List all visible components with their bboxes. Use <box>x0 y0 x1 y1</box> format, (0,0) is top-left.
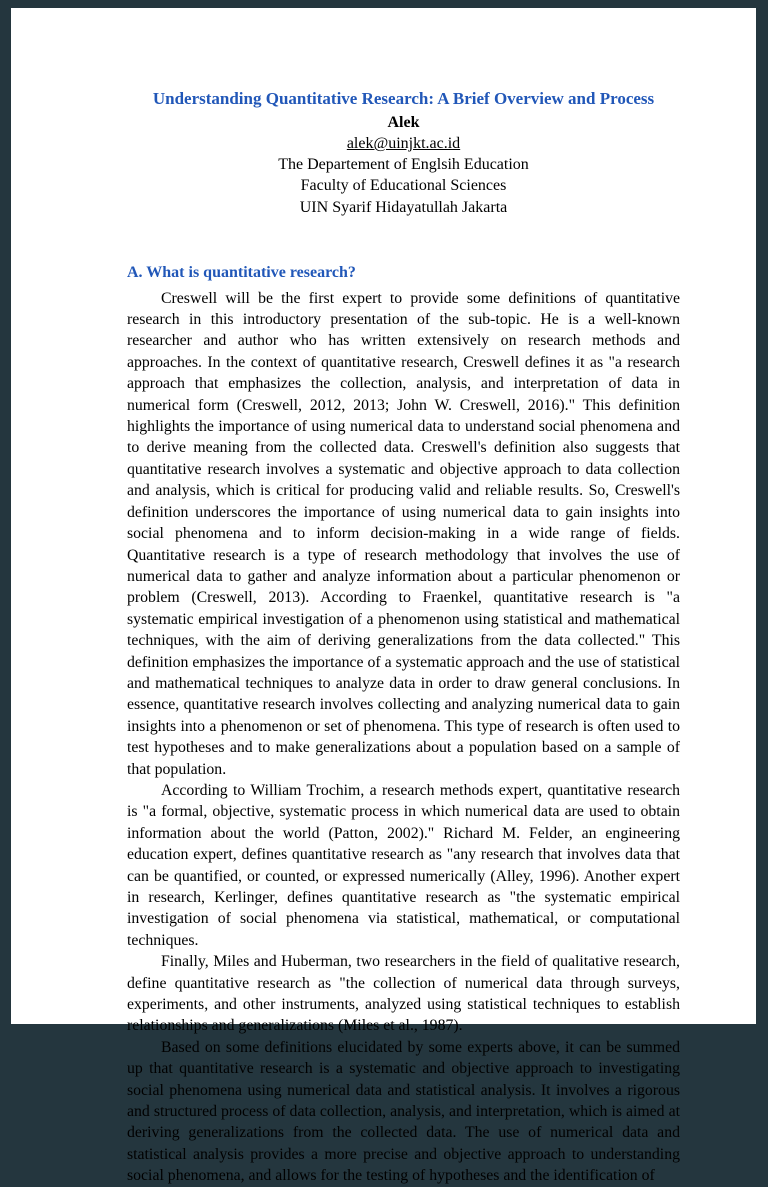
author-name: Alek <box>387 114 420 132</box>
section-heading: A. What is quantitative research? <box>127 263 356 281</box>
affiliation-faculty: Faculty of Educational Sciences <box>300 177 507 195</box>
document-title: Understanding Quantitative Research: A Brief Overview and Process <box>152 89 655 108</box>
body-text <box>127 288 680 1187</box>
front-matter <box>127 88 680 218</box>
affiliation-department: The Departement of Englsih Education <box>278 156 529 174</box>
document-page <box>11 8 756 1185</box>
author-email-link[interactable]: alek@uinjkt.ac.id <box>346 135 461 153</box>
author-email-row <box>127 133 680 154</box>
paragraph: Finally, Miles and Huberman, two researchers in the field of qualitative research, define quantitative research as "the collection of numerical data through surveys, experiments, and other instruments, analyzed using statistical techniques to establish relationships and generalizations (Miles et al., 1987). <box>127 953 680 1035</box>
affiliation-university: UIN Syarif Hidayatullah Jakarta <box>299 198 508 216</box>
paragraph: Creswell will be the first expert to provide some definitions of quantitative research in this introductory presentation of the sub-topic. He is a well-known researcher and author who has written extensively on research methods and approaches. In the context of quantitative research, Creswell defines it as "a research approach that emphasizes the collection, analysis, and interpretation of data in numerical form (Creswell, 2012, 2013; John W. Creswell, 2016)." This definition highlights the importance of using numerical data to understand social phenomena and to derive meaning from the collected data. Creswell's definition also suggests that quantitative research involves a systematic and objective approach to data collection and analysis, which is critical for producing valid and reliable results. So, Creswell's definition underscores the importance of using numerical data to gain insights into social phenomena and to inform decision-making in a wide range of fields. Quantitative research is a type of research methodology that involves the use of numerical data to gather and analyze information about a particular phenomenon or problem (Creswell, 2013). According to Fraenkel, quantitative research is "a systematic empirical investigation of a phenomenon using statistical and mathematical techniques, with the aim of deriving generalizations from the data collected." This definition emphasizes the importance of a systematic approach and the use of statistical and mathematical techniques to analyze data in order to draw general conclusions. In essence, quantitative research involves collecting and analyzing numerical data to gain insights into a phenomenon or set of phenomena. This type of research is often used to test hypotheses and to make generalizations about a population based on a sample of that population. <box>127 289 680 778</box>
paragraph: Based on some definitions elucidated by some experts above, it can be summed up that quantitative research is a systematic and objective approach to investigating social phenomena using numerical data and statistical analysis. It involves a rigorous and structured process of data collection, analysis, and interpretation, which is aimed at deriving generalizations from the collected data. The use of numerical data and statistical analysis provides a more precise and objective approach to understanding social phenomena, and allows for the testing of hypotheses and the identification of <box>127 1038 680 1185</box>
paragraph: According to William Trochim, a research methods expert, quantitative research is "a formal, objective, systematic process in which numerical data are used to obtain information about the world (Patton, 2002)." Richard M. Felder, an engineering education expert, defines quantitative research as "any research that involves data that can be quantified, or counted, or expressed numerically (Alley, 1996). Another expert in research, Kerlinger, defines quantitative research as "the systematic empirical investigation of social phenomena via statistical, mathematical, or computational techniques. <box>127 781 680 949</box>
